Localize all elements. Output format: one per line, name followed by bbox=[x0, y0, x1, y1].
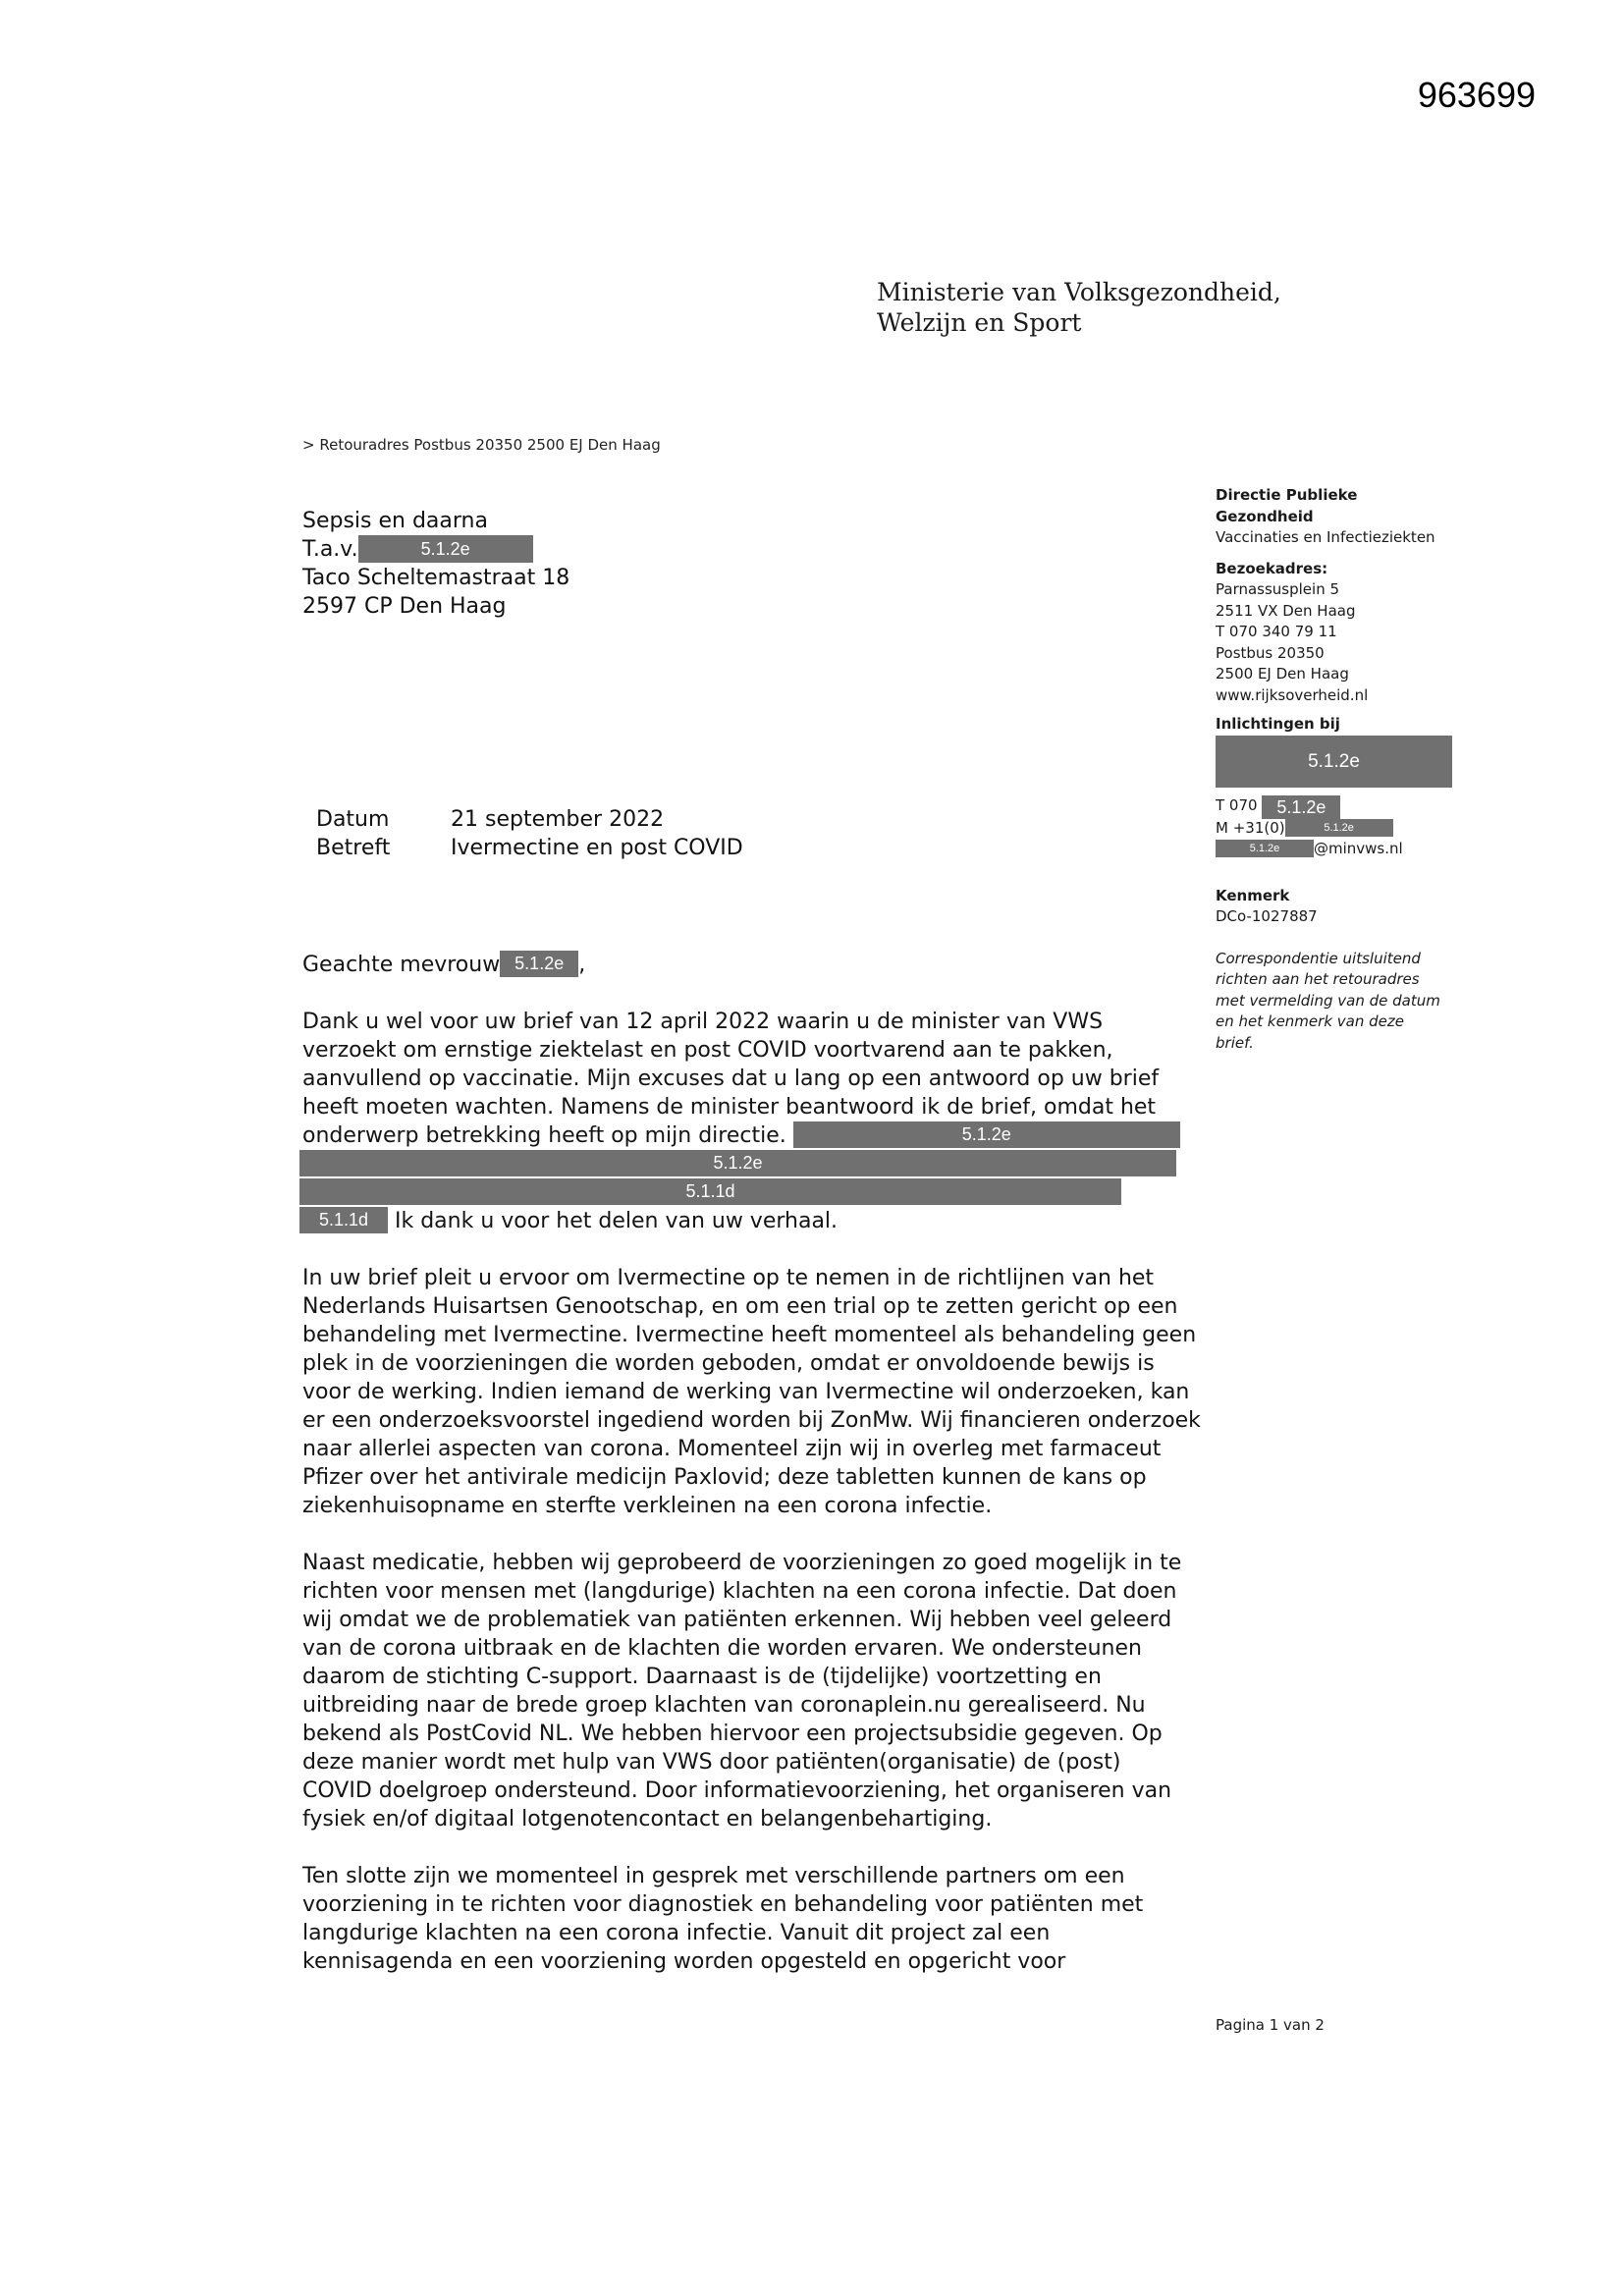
postbus-city: 2500 EJ Den Haag bbox=[1216, 665, 1349, 683]
postbus: Postbus 20350 bbox=[1216, 643, 1325, 662]
return-address: > Retouradres Postbus 20350 2500 EJ Den Haag bbox=[302, 436, 661, 454]
paragraph-line: Pfizer over het antivirale medicijn Paxlovid; deze tabletten kunnen de kans op bbox=[302, 1465, 1147, 1490]
paragraph-line bbox=[302, 1121, 1206, 1150]
letter-meta bbox=[316, 805, 743, 862]
department-name: Directie Publieke bbox=[1216, 486, 1358, 504]
date-label: Datum bbox=[316, 807, 390, 832]
paragraph-line: wij omdat we de problematiek van patiënten erkennen. Wij hebben veel geleerd bbox=[302, 1608, 1172, 1632]
paragraph-line: uitbreiding naar de brede groep klachten van coronaplein.nu gerealiseerd. Nu bbox=[302, 1693, 1146, 1718]
contact-phone-prefix: T 070 bbox=[1216, 795, 1258, 814]
page-number: Pagina 1 van 2 bbox=[1216, 2016, 1325, 2034]
redaction-block: 5.1.2e bbox=[1285, 819, 1393, 837]
paragraph-line-text: Ik dank u voor het delen van uw verhaal. bbox=[395, 1209, 839, 1233]
paragraph-line: Nederlands Huisartsen Genootschap, en om een trial op te zetten gericht op een bbox=[302, 1294, 1178, 1319]
paragraph-line: aanvullend op vaccinatie. Mijn excuses dat u lang op een antwoord op uw brief bbox=[302, 1066, 1160, 1091]
paragraph-line: naar allerlei aspecten van corona. Momenteel zijn wij in overleg met farmaceut bbox=[302, 1437, 1162, 1461]
recipient-attention bbox=[302, 535, 569, 564]
correspondence-note-1: Correspondentie uitsluitend bbox=[1216, 949, 1421, 967]
paragraph-line: kennisagenda en een voorziening worden opgesteld en opgericht voor bbox=[302, 1949, 1066, 1974]
phone-number: T 070 340 79 11 bbox=[1216, 623, 1337, 640]
paragraph-line: richten voor mensen met (langdurige) klachten na een corona infectie. Dat doen bbox=[302, 1579, 1177, 1604]
correspondence-note-5: brief. bbox=[1216, 1033, 1254, 1052]
ministry-name-line-1: Ministerie van Volksgezondheid, bbox=[877, 278, 1281, 306]
department-name-cont: Gezondheid bbox=[1216, 507, 1314, 525]
paragraph-1 bbox=[302, 1008, 1206, 1235]
contact-mobile-row bbox=[1216, 819, 1510, 838]
paragraph-line: er een onderzoeksvoorstel ingediend worden bij ZonMw. Wij financieren onderzoek bbox=[302, 1408, 1201, 1433]
paragraph-4 bbox=[302, 1862, 1206, 1976]
paragraph-line: plek in de voorzieningen die worden geboden, omdat er onvoldoende bewijs is bbox=[302, 1351, 1155, 1376]
paragraph-line: Naast medicatie, hebben wij geprobeerd de voorzieningen zo goed mogelijk in te bbox=[302, 1551, 1182, 1575]
paragraph-line bbox=[299, 1150, 1206, 1178]
redaction-block: 5.1.2e bbox=[500, 951, 578, 977]
redaction-block: 5.1.1d bbox=[299, 1178, 1121, 1205]
recipient-street: Taco Scheltemastraat 18 bbox=[302, 566, 570, 590]
paragraph-line: daarom de stichting C-support. Daarnaast is de (tijdelijke) voortzetting en bbox=[302, 1665, 1102, 1689]
paragraph-line bbox=[299, 1178, 1206, 1207]
paragraph-line bbox=[299, 1207, 1206, 1235]
paragraph-2 bbox=[302, 1264, 1206, 1520]
ministry-name-line-2: Welzijn en Sport bbox=[877, 308, 1082, 337]
visit-address-heading: Bezoekadres: bbox=[1216, 559, 1328, 577]
date-value: 21 september 2022 bbox=[451, 807, 665, 832]
department-unit: Vaccinaties en Infectieziekten bbox=[1216, 528, 1435, 546]
contact-email-suffix: @minvws.nl bbox=[1314, 839, 1403, 857]
document-number: 963699 bbox=[1417, 75, 1536, 115]
contact-email-row bbox=[1216, 838, 1510, 859]
paragraph-line: behandeling met Ivermectine. Ivermectine heeft momenteel als behandeling geen bbox=[302, 1323, 1197, 1347]
letter-body bbox=[302, 951, 1206, 1976]
paragraph-line: deze manier wordt met hulp van VWS door patiënten(organisatie) de (post) bbox=[302, 1750, 1121, 1775]
salutation-punctuation: , bbox=[578, 953, 586, 977]
paragraph-line-text: onderwerp betrekking heeft op mijn directie. bbox=[302, 1123, 786, 1148]
correspondence-note-3: met vermelding van de datum bbox=[1216, 991, 1440, 1010]
recipient-organisation: Sepsis en daarna bbox=[302, 509, 488, 533]
redaction-block: 5.1.2e bbox=[1262, 795, 1340, 819]
recipient-postal-city: 2597 CP Den Haag bbox=[302, 594, 507, 619]
ministry-letterhead bbox=[877, 277, 1281, 338]
correspondence-note-4: en het kenmerk van deze bbox=[1216, 1012, 1404, 1030]
paragraph-line: In uw brief pleit u ervoor om Ivermectine op te nemen in de richtlijnen van het bbox=[302, 1266, 1155, 1290]
salutation-text: Geachte mevrouw bbox=[302, 953, 501, 977]
paragraph-line: verzoekt om ernstige ziektelast en post COVID voortvarend aan te pakken, bbox=[302, 1038, 1113, 1063]
redaction-block: 5.1.2e bbox=[1216, 736, 1452, 788]
redaction-block: 5.1.2e bbox=[358, 535, 533, 563]
subject-row bbox=[316, 834, 743, 862]
attention-prefix: T.a.v. bbox=[302, 537, 358, 562]
visit-postal-city: 2511 VX Den Haag bbox=[1216, 601, 1356, 620]
paragraph-line: voorziening in te richten voor diagnostiek en behandeling voor patiënten met bbox=[302, 1892, 1144, 1917]
contact-mobile-prefix: M +31(0) bbox=[1216, 818, 1285, 837]
subject-label: Betreft bbox=[316, 836, 391, 860]
paragraph-line: heeft moeten wachten. Namens de minister beantwoord ik de brief, omdat het bbox=[302, 1095, 1157, 1120]
paragraph-line: voor de werking. Indien iemand de werking van Ivermectine wil onderzoeken, kan bbox=[302, 1380, 1190, 1404]
paragraph-line: Dank u wel voor uw brief van 12 april 2022 waarin u de minister van VWS bbox=[302, 1010, 1104, 1034]
visit-street: Parnassusplein 5 bbox=[1216, 580, 1340, 598]
info-heading: Inlichtingen bij bbox=[1216, 715, 1340, 733]
subject-value: Ivermectine en post COVID bbox=[451, 836, 743, 860]
paragraph-3 bbox=[302, 1549, 1206, 1833]
sender-sidebar bbox=[1216, 485, 1510, 1054]
redaction-block: 5.1.2e bbox=[1216, 840, 1314, 857]
paragraph-line: ziekenhuisopname en sterfte verkleinen na een corona infectie. bbox=[302, 1494, 993, 1518]
website-link[interactable]: www.rijksoverheid.nl bbox=[1216, 685, 1369, 704]
redaction-block: 5.1.1d bbox=[299, 1207, 388, 1233]
date-row bbox=[316, 805, 743, 834]
contact-phone-row bbox=[1216, 795, 1510, 819]
reference-heading: Kenmerk bbox=[1216, 886, 1290, 904]
paragraph-line: bekend als PostCovid NL. We hebben hiervoor een projectsubsidie gegeven. Op bbox=[302, 1722, 1163, 1746]
paragraph-line: fysiek en/of digitaal lotgenotencontact en belangenbehartiging. bbox=[302, 1807, 993, 1831]
salutation bbox=[302, 951, 1206, 979]
redaction-block: 5.1.2e bbox=[299, 1150, 1176, 1176]
redaction-block: 5.1.2e bbox=[793, 1121, 1180, 1148]
correspondence-note-2: richten aan het retouradres bbox=[1216, 970, 1420, 988]
reference-value: DCo-1027887 bbox=[1216, 907, 1318, 925]
paragraph-line: COVID doelgroep ondersteund. Door informatievoorziening, het organiseren van bbox=[302, 1778, 1172, 1803]
recipient-address bbox=[302, 507, 569, 621]
paragraph-line: Ten slotte zijn we momenteel in gesprek met verschillende partners om een bbox=[302, 1864, 1125, 1888]
paragraph-line: langdurige klachten na een corona infectie. Vanuit dit project zal een bbox=[302, 1921, 1051, 1945]
paragraph-line: van de corona uitbraak en de klachten die worden ervaren. We ondersteunen bbox=[302, 1636, 1142, 1661]
